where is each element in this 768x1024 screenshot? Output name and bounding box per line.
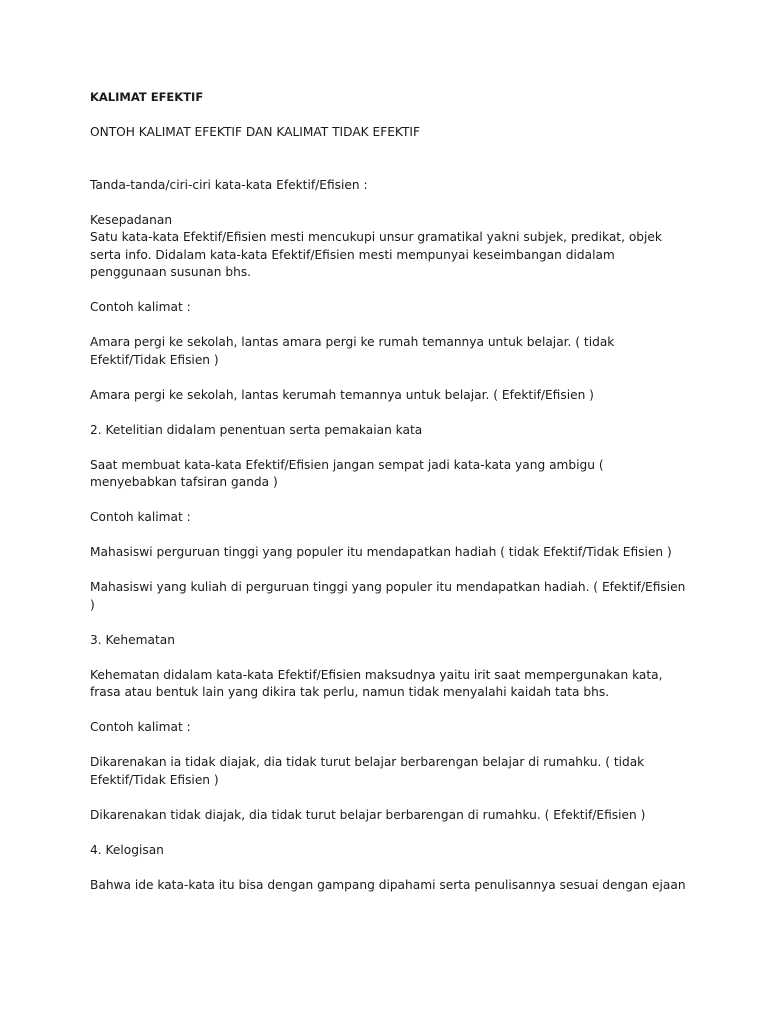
document-title: KALIMAT EFEKTIF [90,90,204,104]
section-4-body: Bahwa ide kata-kata itu bisa dengan gampang dipahami serta penulisannya sesuai dengan ejaan [90,877,686,892]
document-page [90,89,690,912]
section-2-body: Saat membuat kata-kata Efektif/Efisien jangan sempat jadi kata-kata yang ambigu ( menyebabkan tafsiran ganda ) [90,457,604,489]
section-3-example-2: Dikarenakan tidak diajak, dia tidak turut belajar berbarengan di rumahku. ( Efektif/Efisien ) [90,807,646,822]
section-2-example-1: Mahasiswi perguruan tinggi yang populer itu mendapatkan hadiah ( tidak Efektif/Tidak Efisien ) [90,545,672,559]
section-4-heading: 4. Kelogisan [90,842,164,857]
section-3-example-label: Contoh kalimat : [90,720,191,734]
section-1-body: Satu kata-kata Efektif/Efisien mesti mencukupi unsur gramatikal yakni subjek, predikat, objek serta info. Didalam kata-kata Efektif/Efisien mesti mempunyai keseimbangan didalam penggunaan susunan bhs. [90,230,662,279]
spacer [90,159,690,177]
section-3-body: Kehematan didalam kata-kata Efektif/Efisien maksudnya yaitu irit saat mempergunakan kata, frasa atau bentuk lain yang dikira tak perlu, namun tidak menyalahi kaidah tata bhs. [90,667,663,699]
section-1-example-label: Contoh kalimat : [90,300,191,314]
section-3-heading: 3. Kehematan [90,632,175,647]
document-subtitle: ONTOH KALIMAT EFEKTIF DAN KALIMAT TIDAK EFEKTIF [90,125,421,139]
section-1-example-1: Amara pergi ke sekolah, lantas amara pergi ke rumah temannya untuk belajar. ( tidak Efektif/Tidak Efisien ) [90,335,615,367]
section-1-heading: Kesepadanan [90,212,173,227]
section-2-example-label: Contoh kalimat : [90,510,191,524]
section-2-heading: 2. Ketelitian didalam penentuan serta pemakaian kata [90,422,423,437]
intro-text: Tanda-tanda/ciri-ciri kata-kata Efektif/Efisien : [90,177,368,192]
section-1-example-2: Amara pergi ke sekolah, lantas kerumah temannya untuk belajar. ( Efektif/Efisien ) [90,387,594,402]
section-2-example-2: Mahasiswi yang kuliah di perguruan tinggi yang populer itu mendapatkan hadiah. ( Efektif/Efisien ) [90,580,686,612]
section-3-example-1: Dikarenakan ia tidak diajak, dia tidak turut belajar berbarengan belajar di rumahku. ( tidak Efektif/Tidak Efisien ) [90,755,645,787]
